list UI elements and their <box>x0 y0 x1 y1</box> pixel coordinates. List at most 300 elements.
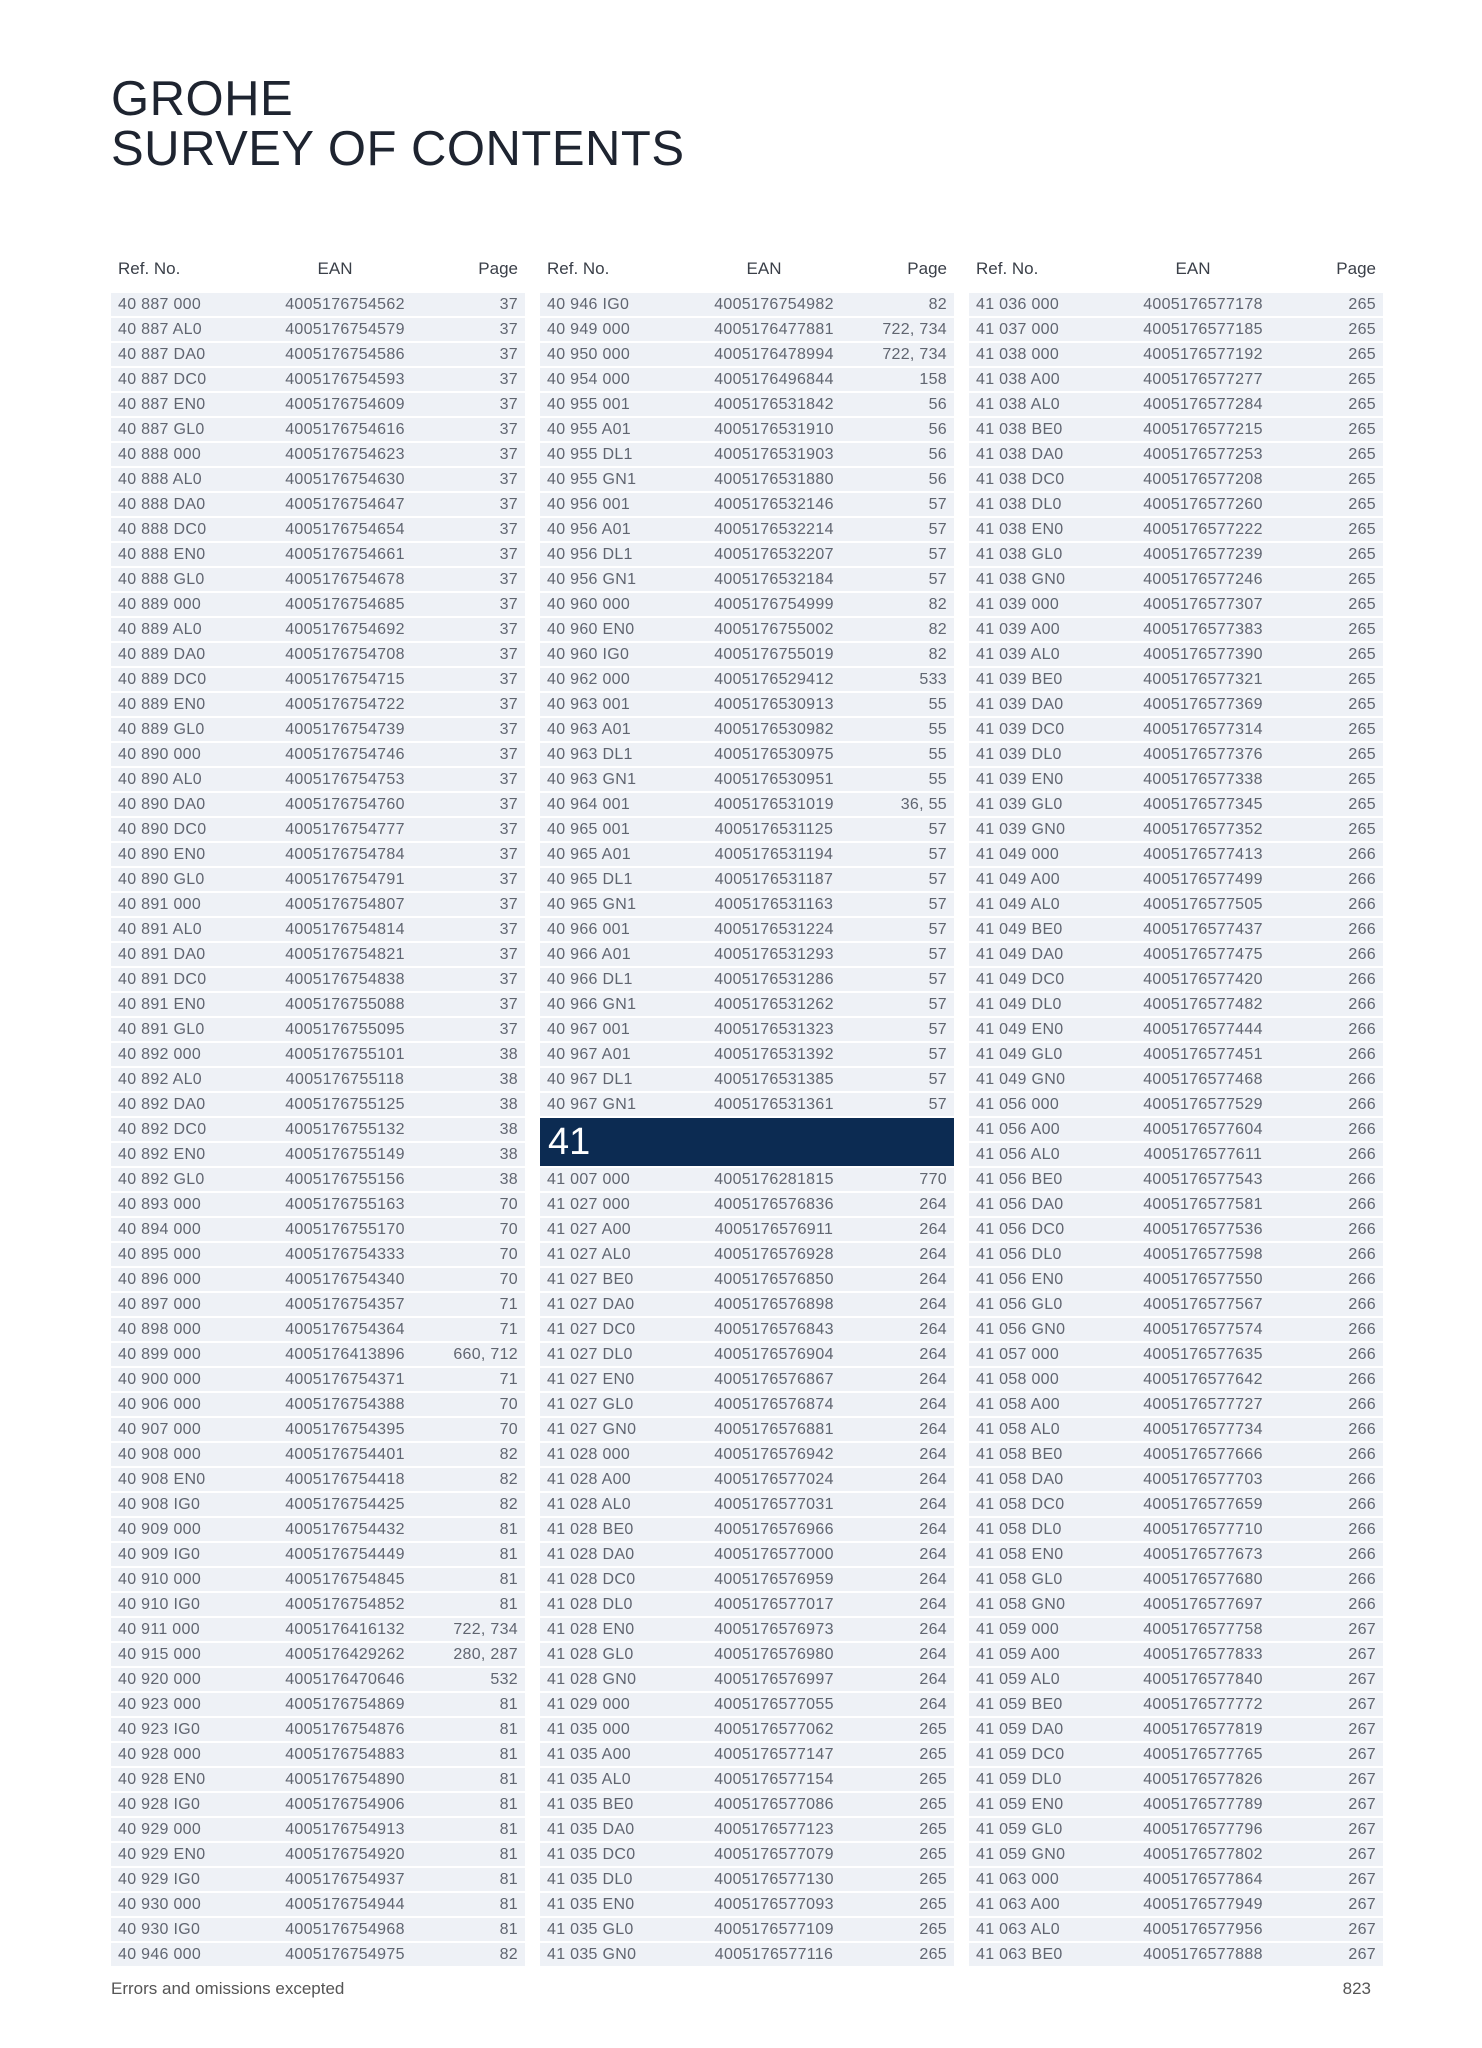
ref-no-cell: 40 949 000 <box>547 320 631 338</box>
table-row <box>969 1893 1383 1916</box>
ean-cell: 4005176531903 <box>714 445 834 463</box>
table-row <box>969 918 1383 941</box>
ean-cell: 4005176577314 <box>1143 720 1263 738</box>
ean-cell: 4005176754982 <box>714 295 834 313</box>
table-row <box>540 718 954 741</box>
page-cell: 57 <box>928 870 947 888</box>
section-header-41: 41 <box>540 1118 954 1166</box>
page-cell: 264 <box>919 1470 947 1488</box>
page-cell: 265 <box>1348 795 1376 813</box>
ean-cell: 4005176577611 <box>1143 1145 1263 1163</box>
ref-no-cell: 41 028 DA0 <box>547 1545 635 1563</box>
page-cell: 81 <box>499 1845 518 1863</box>
table-row <box>111 993 525 1016</box>
ean-cell: 4005176577284 <box>1143 395 1263 413</box>
page-cell: 57 <box>928 820 947 838</box>
ref-no-cell: 41 035 GN0 <box>547 1945 637 1963</box>
page-cell: 55 <box>928 745 947 763</box>
table-row <box>111 1343 525 1366</box>
ref-no-cell: 40 890 GL0 <box>118 870 205 888</box>
table-row <box>969 718 1383 741</box>
ref-no-cell: 40 896 000 <box>118 1270 202 1288</box>
table-row <box>540 1868 954 1891</box>
table-row <box>540 1318 954 1341</box>
page-cell: 265 <box>919 1945 947 1963</box>
table-row <box>111 1318 525 1341</box>
table-row <box>111 718 525 741</box>
ref-no-cell: 40 967 DL1 <box>547 1070 633 1088</box>
ean-cell: 4005176531194 <box>714 845 834 863</box>
ref-no-cell: 41 058 EN0 <box>976 1545 1064 1563</box>
ref-no-cell: 41 038 GL0 <box>976 545 1063 563</box>
table-row <box>969 1368 1383 1391</box>
table-header <box>540 254 954 284</box>
ref-no-cell: 41 039 000 <box>976 595 1060 613</box>
ean-cell: 4005176577710 <box>1143 1520 1263 1538</box>
ean-cell: 4005176577246 <box>1143 570 1263 588</box>
ean-cell: 4005176754753 <box>285 770 405 788</box>
ean-cell: 4005176577192 <box>1143 345 1263 363</box>
ref-no-cell: 40 891 DC0 <box>118 970 207 988</box>
page-cell: 81 <box>499 1545 518 1563</box>
ean-cell: 4005176577765 <box>1143 1745 1263 1763</box>
table-row <box>540 1368 954 1391</box>
ean-cell: 4005176577574 <box>1143 1320 1263 1338</box>
table-row <box>969 668 1383 691</box>
page-cell: 264 <box>919 1595 947 1613</box>
page-cell: 267 <box>1348 1645 1376 1663</box>
ean-cell: 4005176577086 <box>714 1795 834 1813</box>
ean-cell: 4005176577734 <box>1143 1420 1263 1438</box>
page-cell: 81 <box>499 1695 518 1713</box>
page-cell: 37 <box>499 570 518 588</box>
ean-cell: 4005176577444 <box>1143 1020 1263 1038</box>
page-cell: 81 <box>499 1595 518 1613</box>
table-row <box>969 1793 1383 1816</box>
ref-no-cell: 40 956 001 <box>547 495 631 513</box>
ean-cell: 4005176754388 <box>285 1395 405 1413</box>
page-cell: 265 <box>1348 320 1376 338</box>
page-cell: 81 <box>499 1895 518 1913</box>
ean-cell: 4005176577260 <box>1143 495 1263 513</box>
ref-no-cell: 41 039 DA0 <box>976 695 1064 713</box>
page-cell: 82 <box>499 1495 518 1513</box>
page-cell: 56 <box>928 470 947 488</box>
table-row <box>111 768 525 791</box>
table-row <box>111 1568 525 1591</box>
table-row <box>969 893 1383 916</box>
table-row <box>540 1743 954 1766</box>
table-row <box>540 643 954 666</box>
table-row <box>540 893 954 916</box>
table-column-2 <box>540 254 954 1968</box>
ref-no-cell: 40 963 A01 <box>547 720 631 738</box>
page-cell: 267 <box>1348 1620 1376 1638</box>
table-row <box>969 1918 1383 1941</box>
ref-no-cell: 40 889 EN0 <box>118 695 206 713</box>
page-cell: 267 <box>1348 1770 1376 1788</box>
table-row <box>540 1668 954 1691</box>
ref-no-cell: 41 058 DC0 <box>976 1495 1065 1513</box>
page-cell: 267 <box>1348 1845 1376 1863</box>
table-row <box>111 868 525 891</box>
page-cell: 266 <box>1348 995 1376 1013</box>
table-row <box>111 1043 525 1066</box>
page-cell: 267 <box>1348 1745 1376 1763</box>
ean-cell: 4005176577277 <box>1143 370 1263 388</box>
page-cell: 770 <box>919 1170 947 1188</box>
ref-no-cell: 41 049 DL0 <box>976 995 1062 1013</box>
ean-cell: 4005176754869 <box>285 1695 405 1713</box>
table-row <box>969 1518 1383 1541</box>
page-cell: 264 <box>919 1195 947 1213</box>
page-cell: 265 <box>919 1745 947 1763</box>
ref-no-cell: 41 049 AL0 <box>976 895 1060 913</box>
ean-cell: 4005176576881 <box>714 1420 834 1438</box>
ref-no-cell: 41 035 DC0 <box>547 1845 636 1863</box>
ean-cell: 4005176577789 <box>1143 1795 1263 1813</box>
table-row <box>540 1593 954 1616</box>
table-row <box>969 1493 1383 1516</box>
page-cell: 38 <box>499 1170 518 1188</box>
ean-cell: 4005176755163 <box>285 1195 405 1213</box>
ref-no-cell: 40 965 001 <box>547 820 631 838</box>
table-row <box>540 1943 954 1966</box>
table-row <box>111 1068 525 1091</box>
table-row <box>111 918 525 941</box>
page-cell: 266 <box>1348 1520 1376 1538</box>
page-cell: 265 <box>1348 520 1376 538</box>
table-row <box>111 1893 525 1916</box>
ean-cell: 4005176577864 <box>1143 1870 1263 1888</box>
ref-no-cell: 40 966 001 <box>547 920 631 938</box>
ref-no-cell: 41 028 GL0 <box>547 1645 634 1663</box>
table-row <box>111 968 525 991</box>
ref-no-cell: 41 035 000 <box>547 1720 631 1738</box>
ean-cell: 4005176576966 <box>714 1520 834 1538</box>
ref-no-cell: 40 908 IG0 <box>118 1495 201 1513</box>
ref-no-cell: 40 929 EN0 <box>118 1845 206 1863</box>
table-row <box>111 543 525 566</box>
ref-no-cell: 41 027 DL0 <box>547 1345 633 1363</box>
page-cell: 82 <box>928 595 947 613</box>
ean-cell: 4005176531385 <box>714 1070 834 1088</box>
ref-no-cell: 41 038 BE0 <box>976 420 1063 438</box>
table-row <box>540 1343 954 1366</box>
ean-cell: 4005176577222 <box>1143 520 1263 538</box>
ean-cell: 4005176577215 <box>1143 420 1263 438</box>
ref-no-cell: 41 028 DC0 <box>547 1570 636 1588</box>
ref-no-cell: 41 027 GN0 <box>547 1420 637 1438</box>
ref-no-cell: 40 900 000 <box>118 1370 202 1388</box>
table-row <box>969 1193 1383 1216</box>
ean-cell: 4005176577529 <box>1143 1095 1263 1113</box>
page-cell: 57 <box>928 1045 947 1063</box>
page-cell: 57 <box>928 970 947 988</box>
page-cell: 264 <box>919 1495 947 1513</box>
ean-cell: 4005176754678 <box>285 570 405 588</box>
table-row <box>111 1518 525 1541</box>
table-row <box>111 593 525 616</box>
page-cell: 265 <box>919 1820 947 1838</box>
page-cell: 264 <box>919 1395 947 1413</box>
ean-cell: 4005176577840 <box>1143 1670 1263 1688</box>
table-row <box>540 993 954 1016</box>
ean-cell: 4005176577338 <box>1143 770 1263 788</box>
page-cell: 37 <box>499 345 518 363</box>
ref-no-cell: 40 887 EN0 <box>118 395 206 413</box>
table-row <box>111 1443 525 1466</box>
page-cell: 70 <box>499 1420 518 1438</box>
ref-no-cell: 40 889 GL0 <box>118 720 205 738</box>
ref-no-cell: 40 910 IG0 <box>118 1595 201 1613</box>
ref-no-cell: 41 056 DL0 <box>976 1245 1062 1263</box>
ref-no-cell: 41 039 DL0 <box>976 745 1062 763</box>
page-cell: 57 <box>928 1070 947 1088</box>
page-cell: 266 <box>1348 1195 1376 1213</box>
ref-no-cell: 40 887 000 <box>118 295 202 313</box>
page-cell: 37 <box>499 620 518 638</box>
ref-no-cell: 40 930 000 <box>118 1895 202 1913</box>
page-cell: 56 <box>928 420 947 438</box>
table-row <box>111 1143 525 1166</box>
page-cell: 71 <box>499 1370 518 1388</box>
page-cell: 267 <box>1348 1895 1376 1913</box>
page-cell: 266 <box>1348 1545 1376 1563</box>
page-cell: 37 <box>499 820 518 838</box>
page-cell: 266 <box>1348 1420 1376 1438</box>
ref-no-cell: 41 036 000 <box>976 295 1060 313</box>
table-row <box>969 343 1383 366</box>
ref-no-cell: 41 056 000 <box>976 1095 1060 1113</box>
ean-cell: 4005176577185 <box>1143 320 1263 338</box>
page-cell: 70 <box>499 1245 518 1263</box>
ref-no-cell: 41 056 AL0 <box>976 1145 1060 1163</box>
page-cell: 264 <box>919 1570 947 1588</box>
ean-cell: 4005176577093 <box>714 1895 834 1913</box>
ref-no-cell: 41 039 AL0 <box>976 645 1060 663</box>
ean-cell: 4005176577796 <box>1143 1820 1263 1838</box>
page-cell: 37 <box>499 995 518 1013</box>
ref-no-cell: 41 058 DL0 <box>976 1520 1062 1538</box>
ref-no-cell: 40 889 000 <box>118 595 202 613</box>
ref-no-cell: 41 058 GL0 <box>976 1570 1063 1588</box>
ref-no-cell: 40 888 DC0 <box>118 520 207 538</box>
ean-cell: 4005176531187 <box>714 870 834 888</box>
table-row <box>111 343 525 366</box>
ref-no-cell: 40 909 IG0 <box>118 1545 201 1563</box>
ean-cell: 4005176577567 <box>1143 1295 1263 1313</box>
table-row <box>111 1618 525 1641</box>
page-cell: 55 <box>928 695 947 713</box>
page-cell: 37 <box>499 470 518 488</box>
page-cell: 722, 734 <box>453 1620 518 1638</box>
ref-no-cell: 41 059 DL0 <box>976 1770 1062 1788</box>
ref-no-cell: 40 965 DL1 <box>547 870 633 888</box>
ean-cell: 4005176531293 <box>714 945 834 963</box>
table-row <box>111 1943 525 1966</box>
table-row <box>540 1643 954 1666</box>
page-cell: 55 <box>928 720 947 738</box>
ean-cell: 4005176577673 <box>1143 1545 1263 1563</box>
ean-cell: 4005176754777 <box>285 820 405 838</box>
header-page: Page <box>1336 259 1376 278</box>
ref-no-cell: 41 058 A00 <box>976 1395 1060 1413</box>
page-cell: 55 <box>928 770 947 788</box>
ref-no-cell: 40 955 001 <box>547 395 631 413</box>
ean-cell: 4005176576850 <box>714 1270 834 1288</box>
table-row <box>540 1468 954 1491</box>
ref-no-cell: 41 056 A00 <box>976 1120 1060 1138</box>
ref-no-cell: 40 915 000 <box>118 1645 202 1663</box>
table-row <box>540 1518 954 1541</box>
table-row <box>969 1468 1383 1491</box>
table-row <box>969 543 1383 566</box>
ean-cell: 4005176577031 <box>714 1495 834 1513</box>
page-cell: 57 <box>928 1095 947 1113</box>
ref-no-cell: 41 063 A00 <box>976 1895 1060 1913</box>
ean-cell: 4005176532146 <box>714 495 834 513</box>
table-body <box>969 293 1383 1966</box>
ean-cell: 4005176577826 <box>1143 1770 1263 1788</box>
page-cell: 265 <box>1348 420 1376 438</box>
table-row <box>540 1393 954 1416</box>
ean-cell: 4005176577321 <box>1143 670 1263 688</box>
ref-no-cell: 40 955 DL1 <box>547 445 633 463</box>
ref-no-cell: 41 035 GL0 <box>547 1920 634 1938</box>
ean-cell: 4005176576973 <box>714 1620 834 1638</box>
ref-no-cell: 40 964 001 <box>547 795 631 813</box>
page-cell: 266 <box>1348 1145 1376 1163</box>
table-row <box>111 1793 525 1816</box>
page-cell: 37 <box>499 695 518 713</box>
table-row <box>111 1218 525 1241</box>
page-cell: 70 <box>499 1395 518 1413</box>
page-cell: 266 <box>1348 1095 1376 1113</box>
page-cell: 264 <box>919 1420 947 1438</box>
page-cell: 57 <box>928 495 947 513</box>
ref-no-cell: 41 027 DC0 <box>547 1320 636 1338</box>
ref-no-cell: 41 035 AL0 <box>547 1770 631 1788</box>
page-cell: 266 <box>1348 845 1376 863</box>
header-page: Page <box>907 259 947 278</box>
ean-cell: 4005176576836 <box>714 1195 834 1213</box>
ref-no-cell: 41 063 000 <box>976 1870 1060 1888</box>
ref-no-cell: 40 887 DC0 <box>118 370 207 388</box>
ean-cell: 4005176754999 <box>714 595 834 613</box>
table-body <box>540 1168 954 1966</box>
table-row <box>969 868 1383 891</box>
page-cell: 265 <box>1348 570 1376 588</box>
ean-cell: 4005176577468 <box>1143 1070 1263 1088</box>
page-cell: 57 <box>928 570 947 588</box>
ean-cell: 4005176754371 <box>285 1370 405 1388</box>
ref-no-cell: 41 028 EN0 <box>547 1620 635 1638</box>
table-row <box>111 1018 525 1041</box>
ref-no-cell: 41 058 000 <box>976 1370 1060 1388</box>
ref-no-cell: 40 889 AL0 <box>118 620 202 638</box>
table-row <box>540 1793 954 1816</box>
title-line-brand: GROHE <box>111 72 294 126</box>
table-row <box>111 1268 525 1291</box>
page-cell: 57 <box>928 895 947 913</box>
ean-cell: 4005176754920 <box>285 1845 405 1863</box>
ean-cell: 4005176754760 <box>285 795 405 813</box>
table-row <box>540 1693 954 1716</box>
table-row <box>111 843 525 866</box>
ref-no-cell: 41 057 000 <box>976 1345 1060 1363</box>
table-row <box>969 1093 1383 1116</box>
page-cell: 82 <box>928 295 947 313</box>
header-ref-no: Ref. No. <box>118 259 181 278</box>
ref-no-cell: 41 059 DC0 <box>976 1745 1065 1763</box>
ref-no-cell: 41 027 BE0 <box>547 1270 634 1288</box>
table-row <box>111 1593 525 1616</box>
ean-cell: 4005176754661 <box>285 545 405 563</box>
ref-no-cell: 40 888 EN0 <box>118 545 206 563</box>
table-row <box>969 1743 1383 1766</box>
table-row <box>111 1293 525 1316</box>
page-title <box>111 74 685 174</box>
page-cell: 37 <box>499 445 518 463</box>
table-row <box>969 1343 1383 1366</box>
title-line-heading: SURVEY OF CONTENTS <box>111 122 685 176</box>
ref-no-cell: 41 028 000 <box>547 1445 631 1463</box>
ean-cell: 4005176577949 <box>1143 1895 1263 1913</box>
ref-no-cell: 41 049 GL0 <box>976 1045 1063 1063</box>
page-cell: 70 <box>499 1220 518 1238</box>
ean-cell: 4005176576997 <box>714 1670 834 1688</box>
page-cell: 267 <box>1348 1920 1376 1938</box>
table-row <box>111 1718 525 1741</box>
ref-no-cell: 40 963 DL1 <box>547 745 633 763</box>
table-row <box>111 493 525 516</box>
ref-no-cell: 41 056 EN0 <box>976 1270 1064 1288</box>
ref-no-cell: 41 049 A00 <box>976 870 1060 888</box>
ean-cell: 4005176531392 <box>714 1045 834 1063</box>
table-row <box>969 1118 1383 1141</box>
page-cell: 265 <box>1348 445 1376 463</box>
ean-cell: 4005176755125 <box>285 1095 405 1113</box>
ean-cell: 4005176532207 <box>714 545 834 563</box>
ref-no-cell: 40 897 000 <box>118 1295 202 1313</box>
page-cell: 266 <box>1348 1595 1376 1613</box>
ean-cell: 4005176531019 <box>714 795 834 813</box>
ean-cell: 4005176530975 <box>714 745 834 763</box>
ean-cell: 4005176577482 <box>1143 995 1263 1013</box>
footer-disclaimer: Errors and omissions excepted <box>111 1979 345 1998</box>
ref-no-cell: 40 908 EN0 <box>118 1470 206 1488</box>
ean-cell: 4005176577604 <box>1143 1120 1263 1138</box>
page-cell: 266 <box>1348 1345 1376 1363</box>
table-row <box>540 1018 954 1041</box>
ean-cell: 4005176577703 <box>1143 1470 1263 1488</box>
ean-cell: 4005176754449 <box>285 1545 405 1563</box>
ean-cell: 4005176531163 <box>714 895 834 913</box>
table-row <box>111 518 525 541</box>
table-row <box>111 1468 525 1491</box>
header-ean: EAN <box>746 259 782 278</box>
ean-cell: 4005176755156 <box>285 1170 405 1188</box>
table-row <box>969 1318 1383 1341</box>
ref-no-cell: 41 035 A00 <box>547 1745 631 1763</box>
page-cell: 70 <box>499 1195 518 1213</box>
ref-no-cell: 41 039 GL0 <box>976 795 1063 813</box>
ean-cell: 4005176754425 <box>285 1495 405 1513</box>
ean-cell: 4005176754647 <box>285 495 405 513</box>
table-row <box>111 693 525 716</box>
page-cell: 266 <box>1348 1370 1376 1388</box>
